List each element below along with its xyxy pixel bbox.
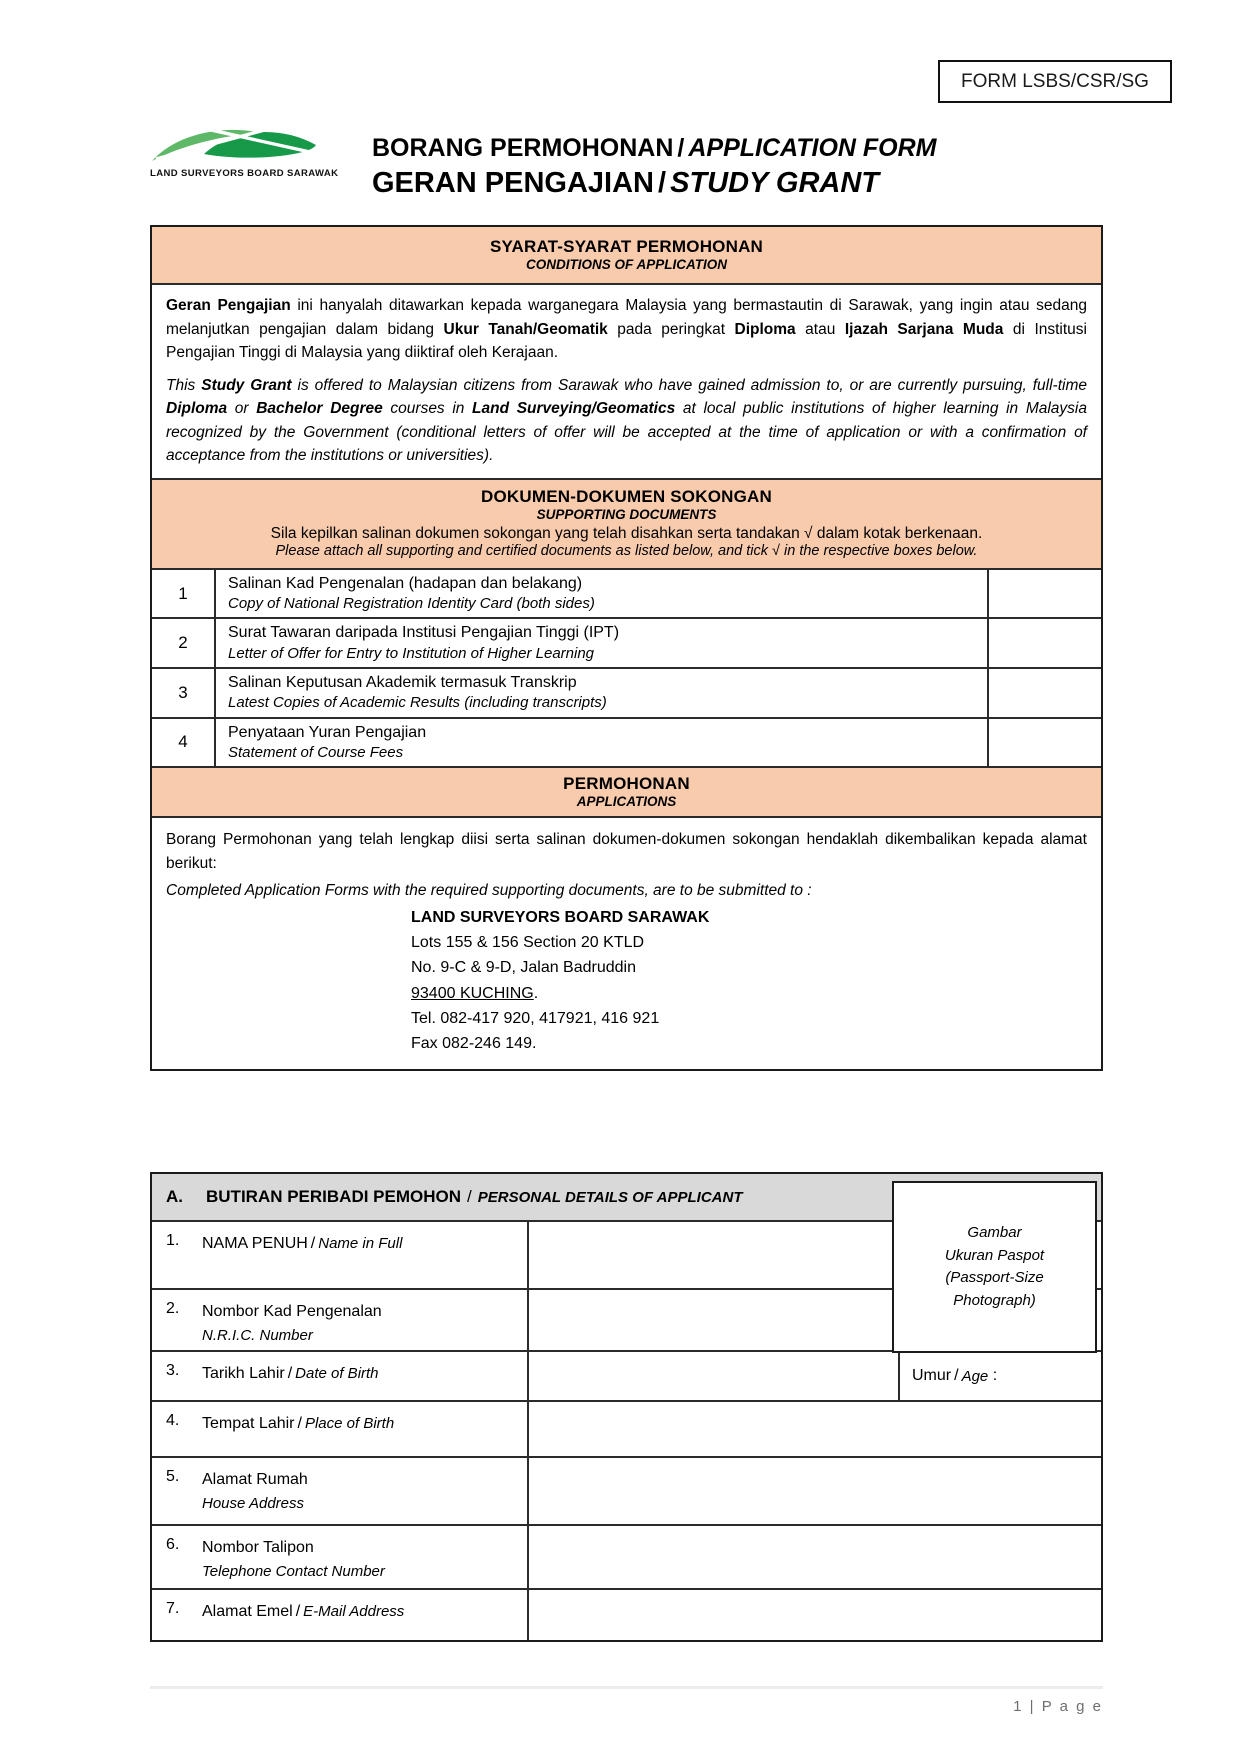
address-line-2: No. 9-C & 9-D, Jalan Badruddin bbox=[411, 959, 636, 977]
title-line-1 bbox=[372, 132, 937, 165]
conditions-body bbox=[152, 283, 1101, 478]
field-number: 6. bbox=[166, 1536, 180, 1553]
title-line2-malay: GERAN PENGAJIAN bbox=[372, 166, 654, 199]
document-row-number: 1 bbox=[152, 570, 216, 618]
passport-photo-placeholder bbox=[892, 1181, 1097, 1353]
field-label bbox=[152, 1222, 529, 1288]
form-code-text: FORM LSBS/CSR/SG bbox=[961, 70, 1149, 92]
address-org-name: LAND SURVEYORS BOARD SARAWAK bbox=[411, 908, 710, 926]
form-code-box bbox=[938, 60, 1172, 103]
document-row-label-english: Copy of National Registration Identity Card (both sides) bbox=[228, 594, 595, 612]
tick-box-1[interactable] bbox=[987, 570, 1101, 618]
document-row-3 bbox=[152, 667, 1101, 717]
document-row-text bbox=[216, 570, 987, 618]
field-label-text: Nombor Kad Pengenalan N.R.I.C. Number bbox=[202, 1303, 382, 1344]
documents-instruction-malay: Sila kepilkan salinan dokumen sokongan yang telah disahkan serta tandakan √ dalam kotak berkenaan. bbox=[270, 524, 983, 542]
field-number: 4. bbox=[166, 1412, 180, 1429]
documents-instruction-english: Please attach all supporting and certified documents as listed below, and tick √ in the respective boxes below. bbox=[275, 542, 978, 559]
lsbs-logo-icon bbox=[150, 120, 318, 166]
field-label-text: Alamat Emel / E-Mail Address bbox=[202, 1603, 405, 1620]
field-label-text: Tempat Lahir / Place of Birth bbox=[202, 1415, 395, 1432]
section-a-title-malay: BUTIRAN PERIBADI PEMOHON bbox=[206, 1187, 462, 1206]
field-label bbox=[152, 1590, 529, 1640]
address-city-line bbox=[411, 981, 1087, 1006]
age-label-malay: Umur bbox=[912, 1367, 952, 1384]
telephone-input-cell[interactable] bbox=[529, 1526, 1101, 1590]
conditions-title-malay: SYARAT-SYARAT PERMOHONAN bbox=[489, 237, 764, 256]
document-row-label-malay: Surat Tawaran daripada Institusi Pengajian Tinggi (IPT) bbox=[228, 624, 620, 642]
field-label bbox=[152, 1402, 529, 1456]
age-input-cell[interactable] bbox=[898, 1352, 1101, 1400]
document-row-text bbox=[216, 669, 987, 717]
address-city: 93400 KUCHING bbox=[411, 984, 534, 1002]
main-info-table bbox=[150, 225, 1103, 1071]
document-row-text bbox=[216, 719, 987, 767]
section-a-title-english: PERSONAL DETAILS OF APPLICANT bbox=[477, 1188, 743, 1206]
documents-section-header bbox=[152, 478, 1101, 568]
place-of-birth-input-cell[interactable] bbox=[529, 1402, 1101, 1456]
title-line2-english: STUDY GRANT bbox=[670, 166, 879, 199]
field-row-telephone bbox=[152, 1526, 1101, 1590]
document-title bbox=[372, 132, 937, 202]
document-row-label-english: Statement of Course Fees bbox=[228, 743, 404, 761]
field-label-text: Nombor Talipon Telephone Contact Number bbox=[202, 1539, 385, 1580]
section-a-separator: / bbox=[467, 1187, 472, 1206]
document-row-label-malay: Salinan Keputusan Akademik termasuk Transkrip bbox=[228, 674, 577, 692]
address-city-period: . bbox=[533, 984, 539, 1002]
field-label-text: Tarikh Lahir / Date of Birth bbox=[202, 1365, 379, 1382]
conditions-paragraph-malay: Geran Pengajian ini hanyalah ditawarkan kepada warganegara Malaysia yang bermastautin di Sarawak, yang ingin atau sedang melanjutkan pengajian dalam bidang Ukur Tanah/Geomatik pada peringkat Diploma atau Ijazah Sarjana Muda di Institusi Pengajian Tinggi di Malaysia yang diiktiraf oleh Kerajaan. bbox=[166, 297, 1087, 362]
tick-box-2[interactable] bbox=[987, 619, 1101, 667]
field-number: 5. bbox=[166, 1468, 180, 1485]
date-of-birth-input-cell[interactable] bbox=[529, 1352, 898, 1400]
age-label-english: Age bbox=[961, 1367, 989, 1385]
document-row-number: 2 bbox=[152, 619, 216, 667]
title-separator: / bbox=[677, 134, 685, 162]
photo-box-line: Gambar bbox=[967, 1224, 1022, 1241]
document-row-label-english: Latest Copies of Academic Results (including transcripts) bbox=[228, 694, 607, 712]
title-separator: / bbox=[658, 166, 667, 199]
field-label bbox=[152, 1458, 529, 1524]
document-row-label-malay: Penyataan Yuran Pengajian bbox=[228, 723, 427, 741]
field-number: 3. bbox=[166, 1362, 180, 1379]
logo-caption: LAND SURVEYORS BOARD SARAWAK bbox=[150, 168, 339, 179]
lsbs-logo bbox=[150, 120, 339, 179]
applications-title-english: APPLICATIONS bbox=[576, 794, 677, 810]
photo-box-line: (Passport-Size bbox=[945, 1269, 1044, 1286]
applications-paragraph-english: Completed Application Forms with the required supporting documents, are to be submitted to : bbox=[166, 882, 812, 900]
field-label bbox=[152, 1352, 529, 1400]
section-a-letter: A. bbox=[166, 1187, 183, 1206]
field-number: 1. bbox=[166, 1232, 180, 1249]
document-row-text bbox=[216, 619, 987, 667]
field-number: 2. bbox=[166, 1300, 180, 1317]
field-row-place-of-birth bbox=[152, 1402, 1101, 1458]
applications-title-malay: PERMOHONAN bbox=[563, 774, 690, 794]
documents-title-malay: DOKUMEN-DOKUMEN SOKONGAN bbox=[481, 486, 772, 506]
submission-address bbox=[411, 905, 1087, 1057]
address-telephone: Tel. 082-417 920, 417921, 416 921 bbox=[411, 1009, 660, 1027]
conditions-section-header bbox=[152, 227, 1101, 283]
title-line1-malay: BORANG PERMOHONAN bbox=[372, 134, 674, 162]
conditions-paragraph-english: This Study Grant is offered to Malaysian citizens from Sarawak who have gained admission to, or are currently pursuing, full-time Diploma or Bachelor Degree courses in Land Surveying/Geomatics at local public institutions of higher learning in Malaysia recognized by the Government (conditional letters of offer will be accepted at the time of application or with a confirmation of acceptance from the institutions or universities). bbox=[166, 376, 1087, 465]
document-row-1 bbox=[152, 568, 1101, 618]
address-line-1: Lots 155 & 156 Section 20 KTLD bbox=[411, 934, 645, 952]
title-line-2 bbox=[372, 165, 937, 203]
house-address-input-cell[interactable] bbox=[529, 1458, 1101, 1524]
personal-details-table bbox=[150, 1172, 1103, 1642]
document-row-2 bbox=[152, 617, 1101, 667]
conditions-title-english: CONDITIONS OF APPLICATION bbox=[526, 257, 727, 272]
age-separator: / bbox=[954, 1367, 959, 1384]
applications-section-header bbox=[152, 766, 1101, 816]
tick-box-3[interactable] bbox=[987, 669, 1101, 717]
title-line1-english: APPLICATION FORM bbox=[688, 134, 937, 162]
document-row-4 bbox=[152, 717, 1101, 767]
page-number: 1 | P a g e bbox=[1013, 1698, 1103, 1715]
photo-box-line: Photograph) bbox=[953, 1291, 1036, 1309]
field-label-text: Alamat Rumah House Address bbox=[202, 1471, 308, 1512]
field-row-email bbox=[152, 1590, 1101, 1640]
document-row-number: 4 bbox=[152, 719, 216, 767]
document-row-label-english: Letter of Offer for Entry to Institution of Higher Learning bbox=[228, 644, 595, 662]
field-row-date-of-birth bbox=[152, 1352, 1101, 1402]
address-fax: Fax 082-246 149. bbox=[411, 1035, 537, 1053]
applications-body bbox=[152, 816, 1101, 1068]
applications-paragraph-malay: Borang Permohonan yang telah lengkap diisi serta salinan dokumen-dokumen sokongan hendaklah dikembalikan kepada alamat berikut: bbox=[166, 831, 1087, 872]
field-label bbox=[152, 1526, 529, 1590]
footer-divider bbox=[150, 1686, 1103, 1689]
field-label-text: NAMA PENUH / Name in Full bbox=[202, 1235, 403, 1252]
field-number: 7. bbox=[166, 1600, 180, 1617]
tick-box-4[interactable] bbox=[987, 719, 1101, 767]
documents-title-english: SUPPORTING DOCUMENTS bbox=[536, 506, 717, 522]
field-row-house-address bbox=[152, 1458, 1101, 1526]
email-input-cell[interactable] bbox=[529, 1590, 1101, 1640]
document-row-number: 3 bbox=[152, 669, 216, 717]
document-row-label-malay: Salinan Kad Pengenalan (hadapan dan belakang) bbox=[228, 574, 583, 592]
field-label bbox=[152, 1290, 529, 1354]
photo-box-line: Ukuran Paspot bbox=[944, 1246, 1045, 1264]
age-colon: : bbox=[992, 1367, 998, 1384]
